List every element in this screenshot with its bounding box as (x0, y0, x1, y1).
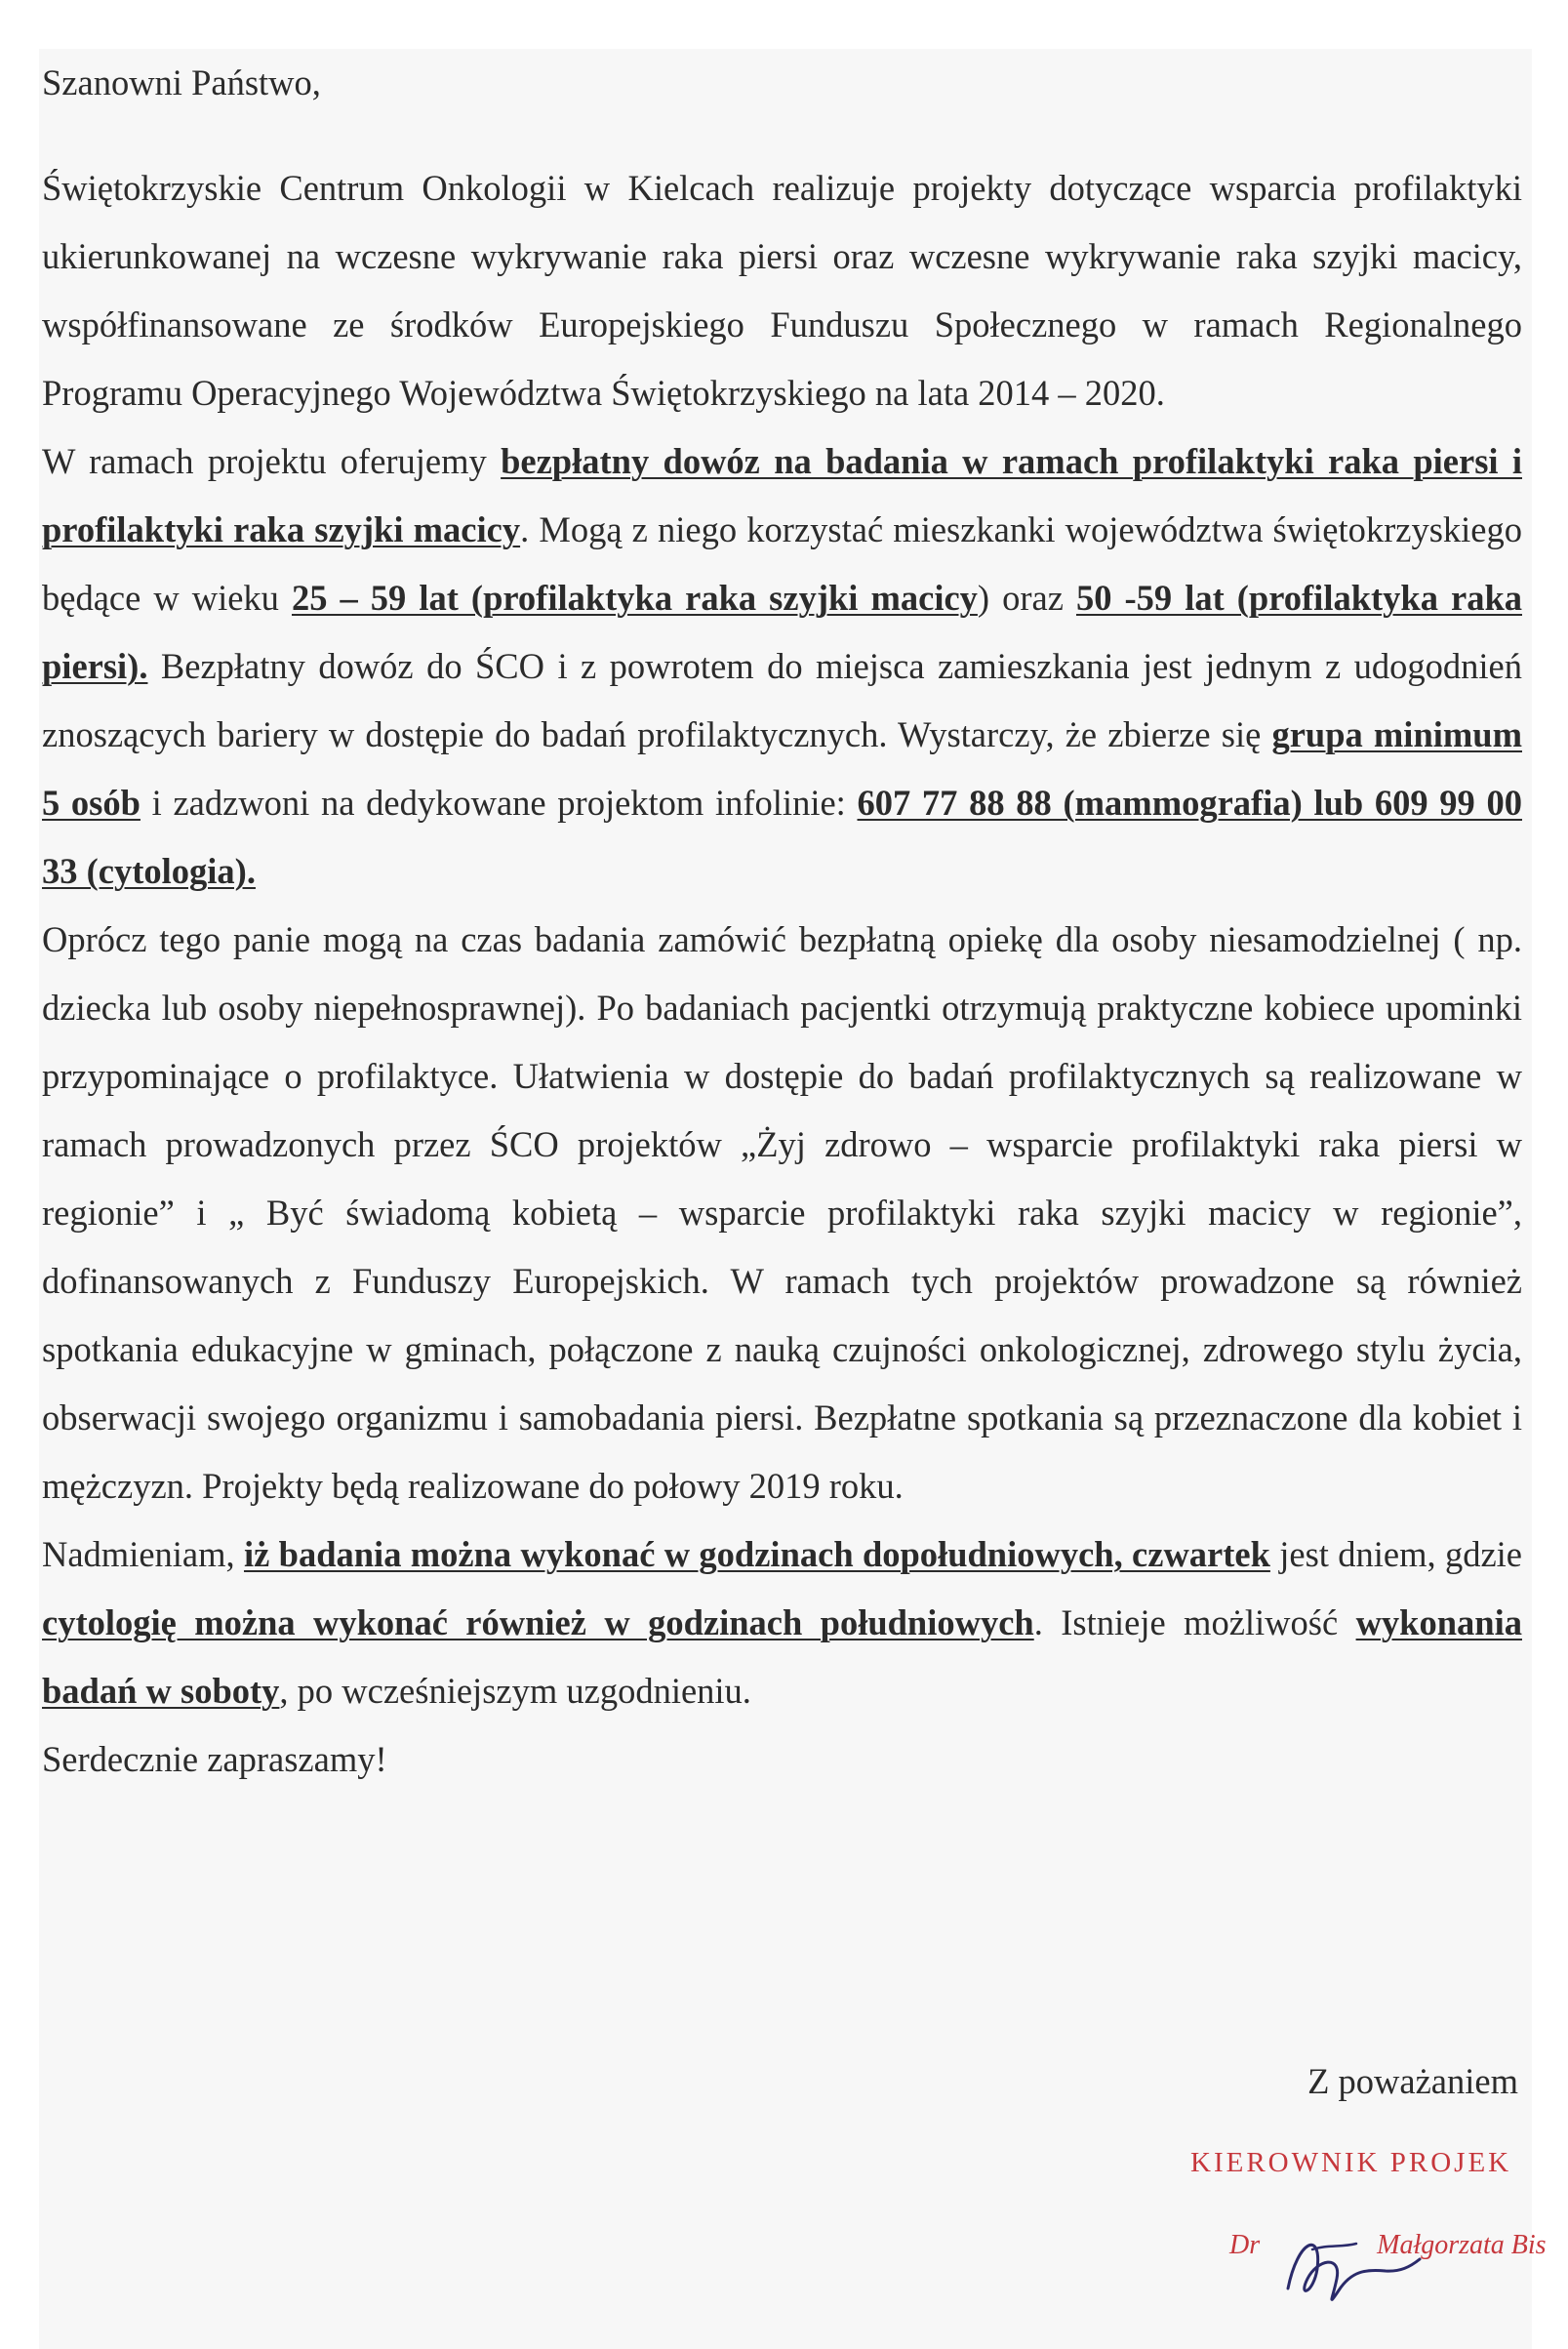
highlight-afternoon-cytology: cytologię można wykonać również w godzinach południowych (42, 1602, 1034, 1642)
stamp-name: Małgorzata Bis (1377, 2230, 1547, 2260)
closing-line: Z poważaniem (1307, 2061, 1518, 2101)
salutation: Szanowni Państwo, (42, 62, 321, 102)
stamp (1190, 2147, 1547, 2342)
text-span: i zadzwoni na dedykowane projektom infolinie: (140, 783, 858, 823)
text-span: Bezpłatny dowóz do ŚCO i z powrotem do miejsca zamieszkania jest jednym z udogodnień znoszących bariery w dostępie do badań profilaktycznych. Wystarczy, że zbierze się (42, 646, 1522, 754)
stamp-title: KIEROWNIK PROJEK (1190, 2147, 1512, 2178)
paragraph-hours (42, 1520, 1522, 1725)
highlight-morning-hours: iż badania można wykonać w godzinach dopołudniowych, czwartek (243, 1534, 1270, 1574)
text-span: , po wcześniejszym uzgodnieniu. (279, 1671, 751, 1711)
invite-line: Serdecznie zapraszamy! (42, 1739, 387, 1779)
highlight-age-breast: 50 -59 lat (profilaktyka raka piersi). (42, 578, 1522, 686)
paragraph-intro: Świętokrzyskie Centrum Onkologii w Kielcach realizuje projekty dotyczące wsparcia profilaktyki ukierunkowanej na wczesne wykrywanie raka piersi oraz wczesne wykrywanie raka szyjki macicy, współfinansowane ze środków Europejskiego Funduszu Społecznego w ramach Regionalnego Programu Operacyjnego Województwa Świętokrzyskiego na lata 2014 – 2020. (42, 168, 1522, 413)
letter-page (39, 49, 1547, 2349)
text-span: ) oraz (977, 578, 1076, 618)
highlight-saturdays: wykonania badań w soboty (42, 1602, 1522, 1711)
text-span: jest dniem, gdzie (1269, 1534, 1522, 1574)
highlight-group-size: grupa minimum 5 osób (42, 714, 1522, 823)
text-span: W ramach projektu oferujemy (42, 441, 502, 481)
text-span: Nadmieniam, (42, 1534, 244, 1574)
letter-body (42, 49, 1522, 1794)
handwritten-signature (1268, 2201, 1425, 2318)
highlight-free-transport: bezpłatny dowóz na badania w ramach profilaktyki raka piersi i profilaktyki raka szyjki macicy (42, 441, 1522, 549)
stamp-prefix: Dr (1229, 2230, 1261, 2260)
text-span: . Istnieje możliwość (1033, 1602, 1356, 1642)
highlight-age-cervical: 25 – 59 lat (profilaktyka raka szyjki macicy (291, 578, 978, 618)
paragraph-transport (42, 427, 1522, 906)
paragraph-care: Oprócz tego panie mogą na czas badania zamówić bezpłatną opiekę dla osoby niesamodzielnej ( np. dziecka lub osoby niepełnosprawnej). Po badaniach pacjentki otrzymują praktyczne kobiece upominki przypominające o profilaktyce. Ułatwienia w dostępie do badań profilaktycznych są realizowane w ramach prowadzonych przez ŚCO projektów „Żyj zdrowo – wsparcie profilaktyki raka piersi w regionie” i „ Być świadomą kobietą – wsparcie profilaktyki raka szyjki macicy w regionie”, dofinansowanych z Funduszy Europejskich. W ramach tych projektów prowadzone są również spotkania edukacyjne w gminach, połączone z nauką czujności onkologicznej, zdrowego stylu życia, obserwacji swojego organizmu i samobadania piersi. Bezpłatne spotkania są przeznaczone dla kobiet i mężczyzn. Projekty będą realizowane do połowy 2019 roku. (42, 919, 1522, 1506)
text-span: . Mogą z niego korzystać mieszkanki województwa świętokrzyskiego będące w wieku (42, 509, 1522, 618)
highlight-hotlines: 607 77 88 88 (mammografia) lub 609 99 00 33 (cytologia). (42, 783, 1522, 891)
